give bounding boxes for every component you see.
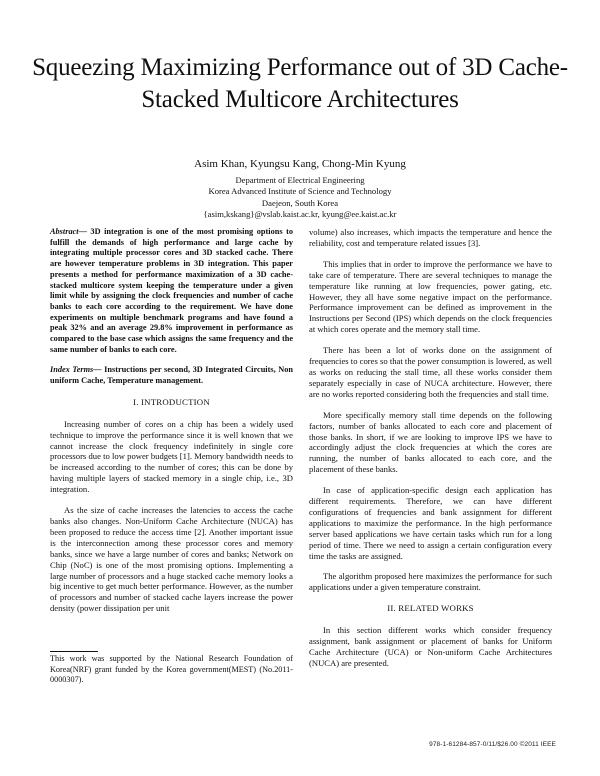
footnote-rule — [50, 651, 98, 652]
paper-title: Squeezing Maximizing Performance out of 3D Cache-Stacked Multicore Architectures — [32, 54, 568, 113]
abstract — [50, 227, 293, 355]
index-terms-text: Instructions per second, 3D Integrated Circuits, Non uniform Cache, Temperature management. — [50, 365, 294, 386]
footnote — [50, 651, 293, 686]
affiliation-location: Daejeon, South Korea — [261, 197, 339, 208]
affiliation-department: Department of Electrical Engineering — [235, 175, 365, 185]
index-terms-label: Index Terms— — [50, 365, 102, 375]
intro-paragraph-2: As the size of cache increases the latencies to access the cache banks also changes. Non-Uniform Cache Architecture (NUCA) has been proposed to reduce the access time [2]. Another important issue is the interconnection among these processor cores and memory banks, since we have a large number of cores and banks; Network on Chip (NoC) is one of the most promising options. Implementing a large number of processors and a huge stacked cache memory looks a big incentive to get much better performance. However, as the number of processors and number of stacked cache layers increase the power density (power dissipation per unit — [50, 505, 293, 614]
right-column — [309, 227, 552, 679]
body-paragraph-3: There has been a lot of works done on the assignment of frequencies to cores so that the power consumption is lowered, as well as works on reducing the stall time, all these works consider them separately especially in case of NUCA architecture. However, there are no works reported considering both the frequencies and stall time. — [309, 345, 552, 399]
index-terms — [50, 365, 293, 386]
affiliation-institute: Korea Advanced Institute of Science and Technology — [208, 186, 392, 197]
body-paragraph-1: volume) also increases, which impacts the temperature and hence the reliability, cost and temperature related issues [3]. — [309, 227, 552, 248]
body-paragraph-2: This implies that in order to improve the performance we have to take care of temperature. There are several techniques to manage the temperature like running at low frequencies, power gating, etc. However, they all have some negative impact on the performance. Performance improvement can be defined as improvement in the Instructions per Second (IPS) which depends on the clock frequencies at which cores operate and the memory stall time. — [309, 258, 552, 335]
section-heading-related-works: II. RELATED WORKS — [387, 603, 474, 614]
footnote-text: This work was supported by the National Research Foundation of Korea(NRF) grant funded by the Korea government(MEST) (No.2011-0000307). — [50, 654, 293, 685]
body-paragraph-5: In case of application-specific design each application has different requirements. Therefore, we can have different configurations of frequencies and bank assignment for different applications to maximize the performance. In the high performance server based applications we have certain tasks which run for a long period of time. There we need to assign a certain configuration every time the tasks are assigned. — [309, 485, 552, 561]
copyright-footer: 978-1-61284-857-0/11/$26.00 ©2011 IEEE — [429, 741, 556, 748]
affiliation-block — [0, 175, 600, 221]
section-heading-introduction: I. INTRODUCTION — [133, 396, 210, 407]
body-paragraph-6: The algorithm proposed here maximizes the performance for such applications under a given temperature constraint. — [309, 571, 552, 593]
left-column — [50, 227, 293, 624]
intro-paragraph-1: Increasing number of cores on a chip has been a widely used technique to improve the performance since it is well known that we cannot increase the clock frequency indefinitely in single core processors due to low power budgets [1]. Memory bandwidth needs to be increased according to the number of cores; this can be done by having multiple layers of stacked memory in a single chip, i.e., 3D integration. — [50, 418, 293, 495]
related-works-paragraph: In this section different works which consider frequency assignment, bank assignment or placement of banks for Uniform Cache Architecture (UCA) or Non-uniform Cache Architectures (NUCA) are presented. — [309, 625, 552, 668]
abstract-label: Abstract— — [50, 227, 87, 236]
author-list: Asim Khan, Kyungsu Kang, Chong-Min Kyung — [194, 158, 406, 170]
author-emails: {asim,kskang}@vslab.kaist.ac.kr, kyung@ee.kaist.ac.kr — [203, 209, 397, 220]
body-paragraph-4: More specifically memory stall time depends on the following factors, number of banks allocated to each core and placement of those banks. In short, if we are looking to improve IPS we have to accordingly adjust the clock frequencies at which the cores are running, the number of banks allocated to each core, and the placement of these banks. — [309, 409, 552, 475]
abstract-text: 3D integration is one of the most promising options to fulfill the demands of high performance and large cache by integrating multiple processor cores and 3D stacked cache. There are however temperature problems in 3D integration. This paper presents a method for performance maximization of a 3D cache-stacked multicore system keeping the temperature under a given limit while by assigning the clock frequencies and number of cache banks to each core according to the requirement. We have done experiments on multiple benchmark programs and have found a peak 32% and an average 29.8% improvement in performance as compared to the base case which assigns the same frequency and the same number of banks to each core. — [50, 227, 293, 354]
